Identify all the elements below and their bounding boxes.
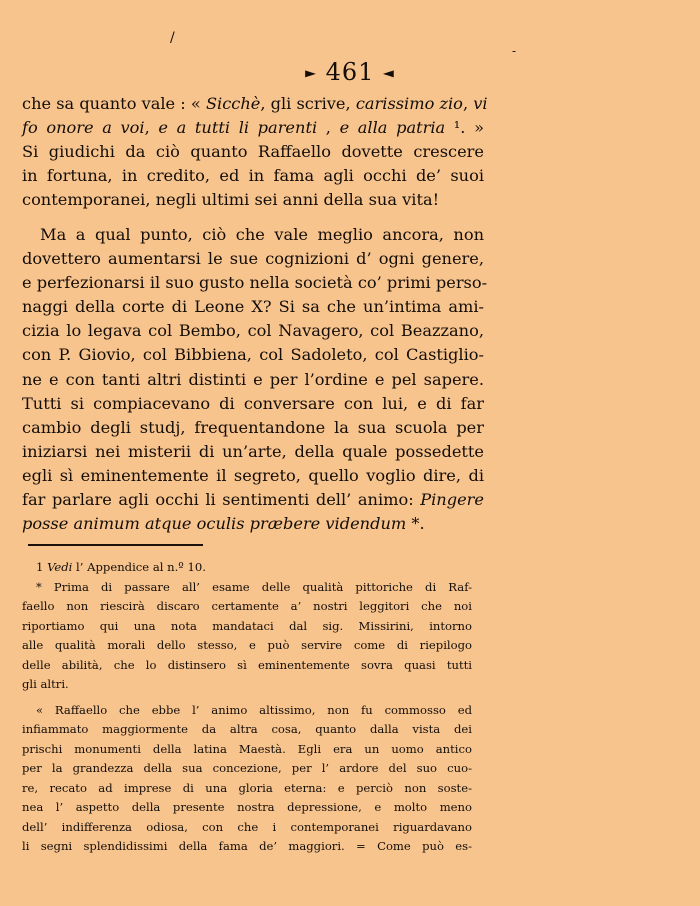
text-line: contemporanei, negli ultimi sei anni della sua vita! — [22, 190, 440, 210]
footnote-line: dell’ indifferenza odiosa, con che i contemporanei riguardavano — [22, 819, 472, 834]
footnote-line: gli altri. — [22, 677, 69, 691]
text-line: naggi della corte di Leone X? Si sa che un’intima ami- — [22, 297, 484, 317]
text-line: cambio degli studj, frequentandone la sua scuola per — [22, 417, 484, 437]
page-number-value: 461 — [325, 58, 375, 86]
text-line: ne e con tanti altri distinti e per l’ordine e pel sapere. — [22, 369, 484, 389]
footnote-line: per la grandezza della sua concezione, per l’ ardore del suo cuo- — [22, 761, 472, 775]
text-line: dovettero aumentarsi le sue cognizioni d’ ogni genere, — [22, 249, 484, 269]
footnotes — [22, 558, 472, 857]
footnote-line: riportiamo qui una nota mandataci dal sig. Missirini, intorno — [22, 618, 472, 633]
text-line: far parlare agli occhi li sentimenti dell’ animo: Pingere — [22, 489, 484, 509]
footnote-line: « Raffaello che ebbe l’ animo altissimo, non fu commosso ed — [36, 702, 472, 717]
text-line: posse animum atque oculis præbere videndum *. — [22, 513, 425, 533]
footnote-line: alle qualità morali dello stesso, e può servire come di riepilogo — [22, 638, 472, 652]
footnote-line: * Prima di passare all’ esame delle qualità pittoriche di Raf- — [36, 579, 472, 594]
main-text — [22, 92, 488, 536]
text-line: che sa quanto vale : « Sicchè, gli scrive, carissimo zio, vi — [22, 94, 488, 113]
right-arrow-ornament: ◄ — [383, 65, 395, 82]
footnote-1: 1 Vedi l’ Appendice al n.º 10. — [36, 560, 206, 574]
text-line: fo onore a voi, e a tutti li parenti , e alla patria ¹. » — [22, 118, 484, 138]
text-line: con P. Giovio, col Bibbiena, col Sadoleto, col Castiglio- — [22, 345, 484, 365]
footnote-line: nea l’ aspetto della presente nostra depressione, e molto meno — [22, 800, 472, 814]
text-line: iniziarsi nei misterii di un’arte, della quale possedette — [22, 441, 484, 461]
text-line: Tutti si compiacevano di conversare con lui, e di far — [22, 393, 484, 413]
text-line: egli sì eminentemente il segreto, quello voglio dire, di — [22, 465, 484, 485]
footnote-line: re, recato ad imprese di una gloria eterna: e perciò non soste- — [22, 780, 472, 795]
left-arrow-ornament: ► — [305, 65, 317, 82]
text-line: e perfezionarsi il suo gusto nella società co’ primi perso- — [22, 273, 488, 293]
text-line: in fortuna, in credito, ed in fama agli occhi de’ suoi — [22, 166, 484, 186]
text-line: cizia lo legava col Bembo, col Navagero, col Beazzano, — [22, 321, 484, 341]
footnote-line: faello non riescirà discaro certamente a’ nostri leggitori che noi — [22, 599, 472, 613]
ink-mark: / — [170, 30, 175, 46]
footnote-line: infiammato maggiormente da altra cosa, quanto dalla vista dei — [22, 722, 472, 736]
text-line: Si giudichi da ciò quanto Raffaello dovette crescere — [22, 142, 484, 162]
page-number — [0, 58, 700, 88]
footnote-divider — [28, 544, 203, 546]
ink-speck: - — [512, 44, 517, 58]
footnote-line: li segni splendidissimi della fama de’ maggiori. = Come può es- — [22, 839, 472, 853]
text-line: Ma a qual punto, ciò che vale meglio ancora, non — [40, 225, 484, 245]
footnote-line: delle abilità, che lo distinsero sì eminentemente sovra quasi tutti — [22, 657, 472, 672]
footnote-line: prischi monumenti della latina Maestà. Egli era un uomo antico — [22, 741, 472, 756]
